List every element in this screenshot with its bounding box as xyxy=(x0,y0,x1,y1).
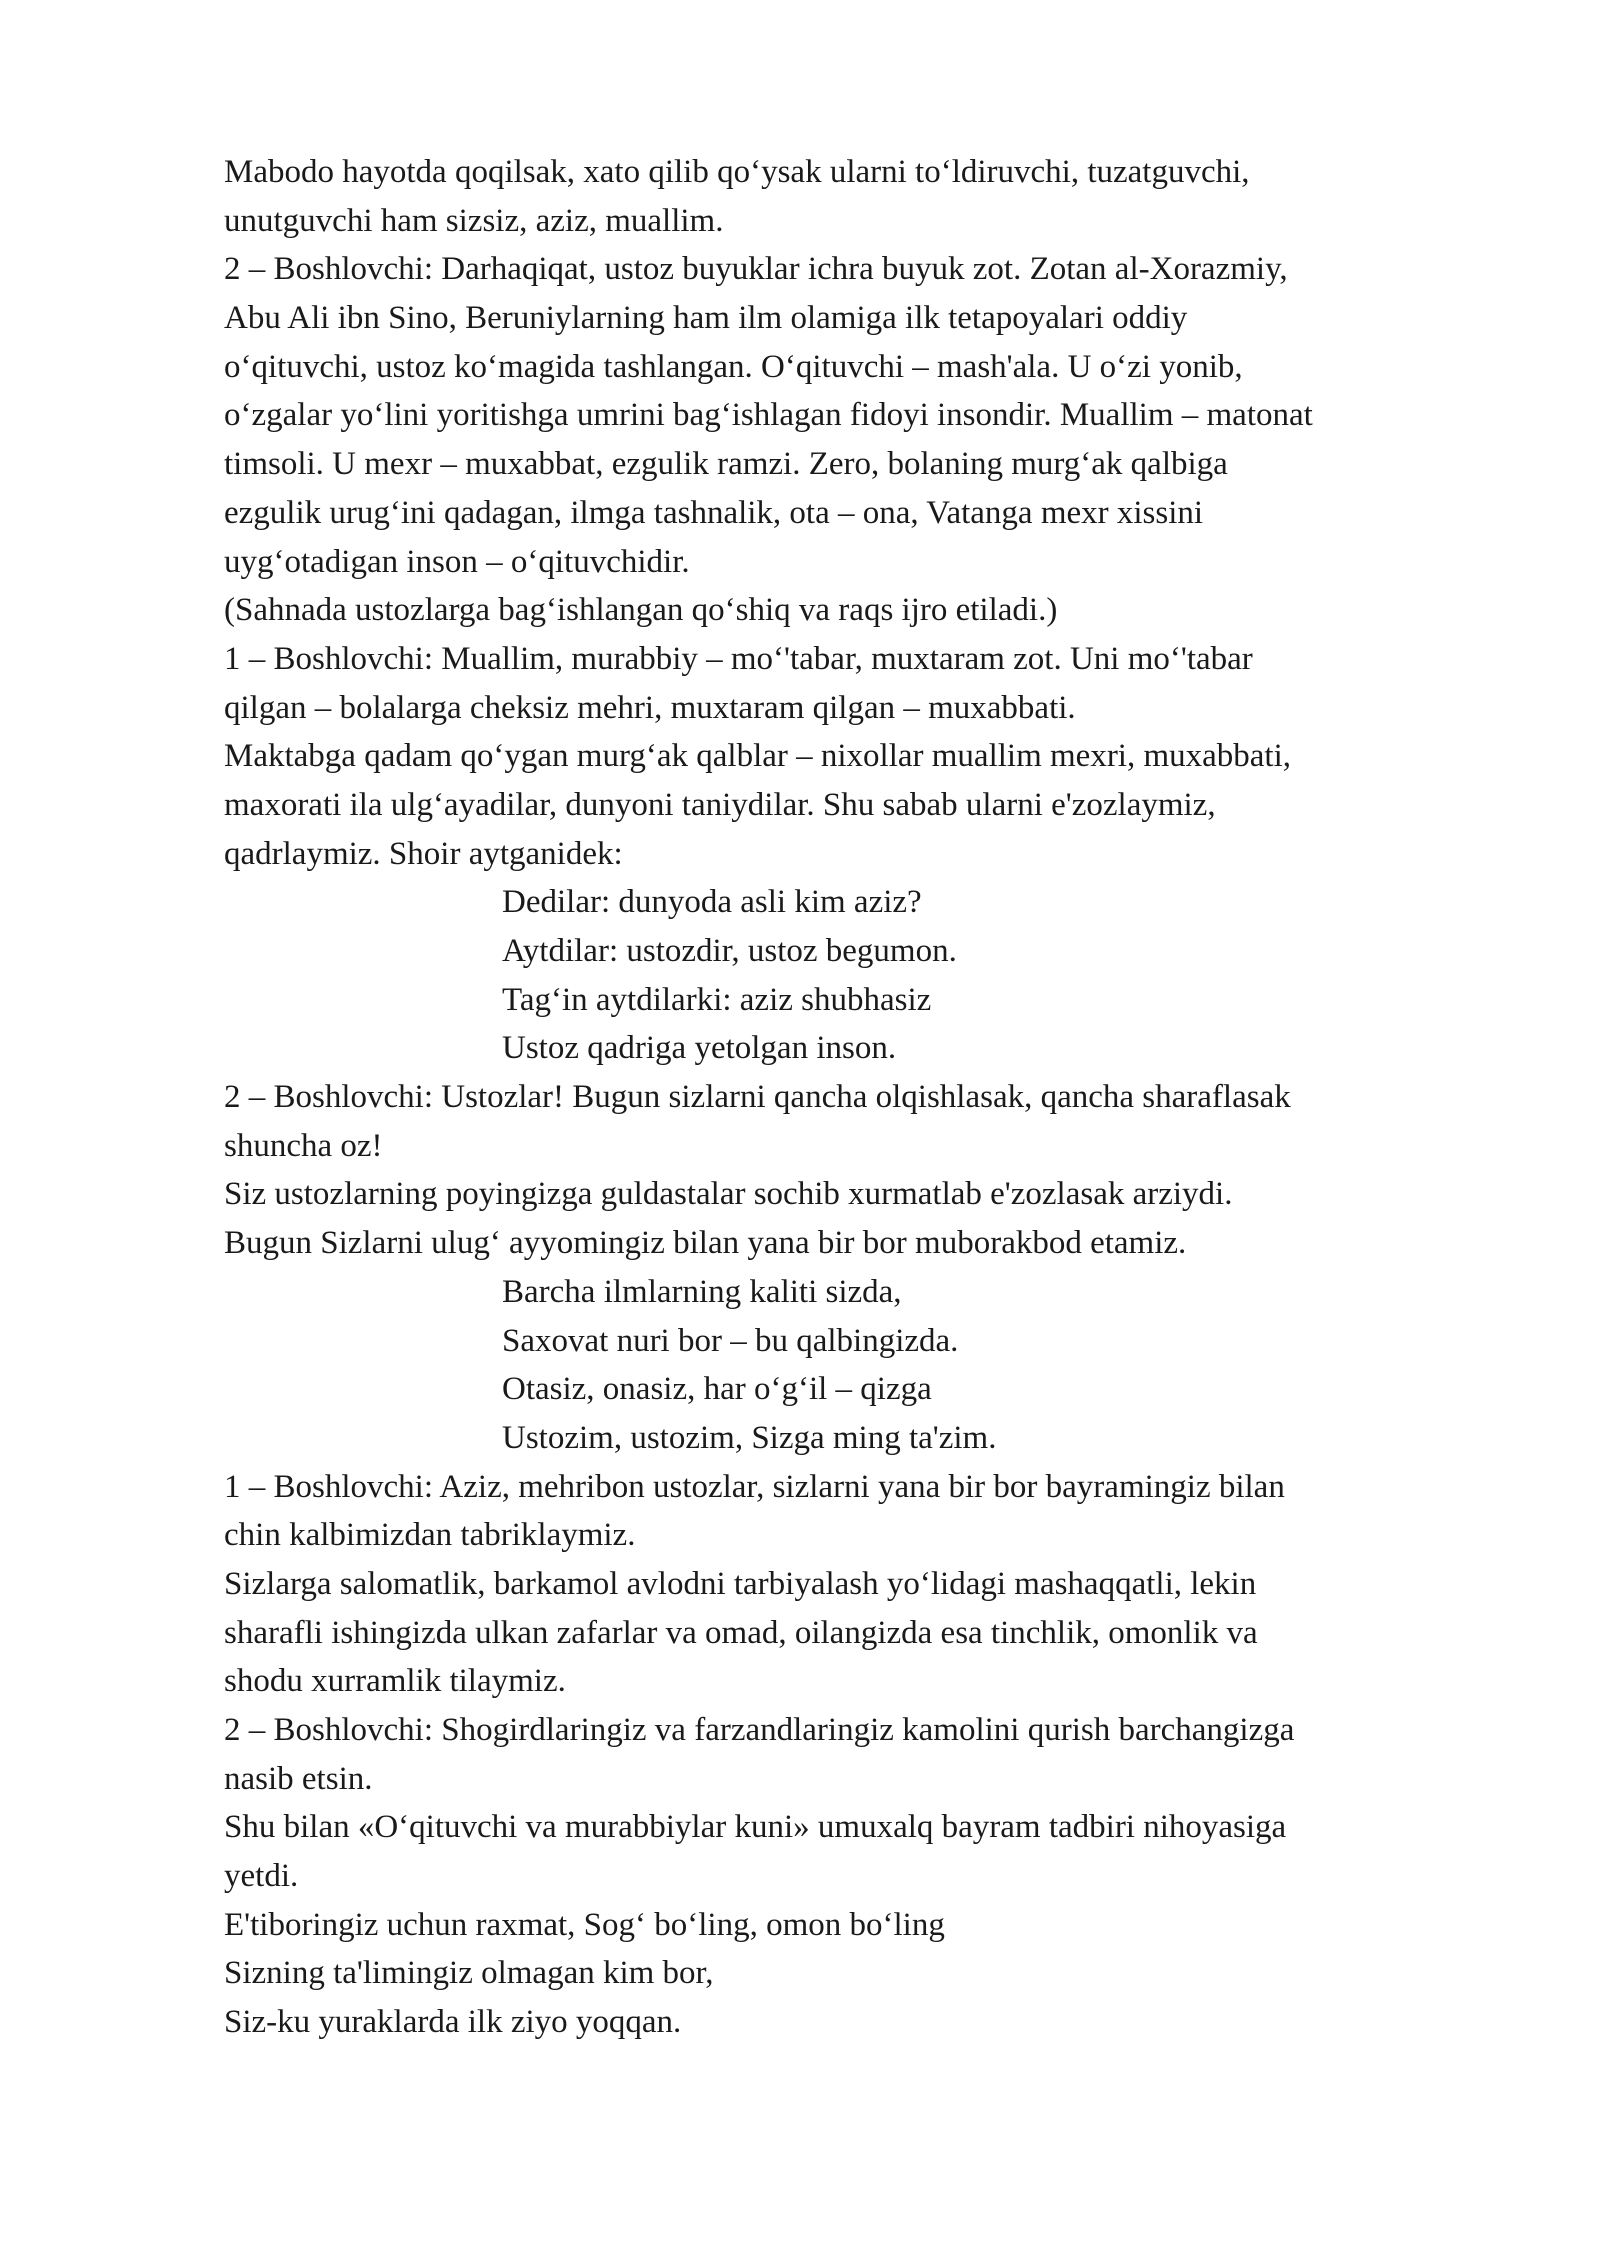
text-line: Sizning ta'limingiz olmagan kim bor, xyxy=(224,1955,714,1992)
verse-stanza xyxy=(224,1268,1544,1463)
verse-line: Dedilar: dunyoda asli kim aziz? xyxy=(502,884,922,921)
text-line: shuncha oz! xyxy=(224,1127,383,1164)
text-line: 1 – Boshlovchi: Aziz, mehribon ustozlar, sizlarni yana bir bor bayramingiz bilan xyxy=(224,1468,1285,1505)
text-line: o‘qituvchi, ustoz ko‘magida tashlangan. O‘qituvchi – mash'ala. U o‘zi yonib, xyxy=(224,348,1243,385)
text-line: maxorati ila ulg‘ayadilar, dunyoni taniydilar. Shu sabab ularni e'zozlaymiz, xyxy=(224,786,1216,823)
paragraph xyxy=(224,1170,1544,1219)
text-line: Siz ustozlarning poyingizga guldastalar sochib xurmatlab e'zozlasak arziydi. xyxy=(224,1176,1233,1213)
text-line: yetdi. xyxy=(224,1858,299,1895)
paragraph xyxy=(224,1803,1544,1900)
verse-line: Barcha ilmlarning kaliti sizda, xyxy=(502,1273,902,1310)
paragraph xyxy=(224,1998,1544,2047)
text-line: 2 – Boshlovchi: Darhaqiqat, ustoz buyuklar ichra buyuk zot. Zotan al-Xorazmiy, xyxy=(224,251,1288,288)
text-line: timsoli. U mexr – muxabbat, ezgulik ramzi. Zero, bolaning murg‘ak qalbiga xyxy=(224,446,1228,483)
text-line: nasib etsin. xyxy=(224,1760,373,1797)
paragraph xyxy=(224,1219,1544,1268)
text-line: Maktabga qadam qo‘ygan murg‘ak qalblar – nixollar muallim mexri, muxabbati, xyxy=(224,738,1292,775)
document-body xyxy=(224,148,1544,2047)
paragraph xyxy=(224,1949,1544,1998)
verse-line: Ustoz qadriga yetolgan inson. xyxy=(502,1030,897,1067)
text-line: qilgan – bolalarga cheksiz mehri, muxtaram qilgan – muxabbati. xyxy=(224,689,1076,726)
verse-line: Ustozim, ustozim, Sizga ming ta'zim. xyxy=(502,1419,997,1456)
paragraph xyxy=(224,732,1544,878)
paragraph xyxy=(224,1463,1544,1560)
paragraph xyxy=(224,245,1544,586)
text-line: shodu xurramlik tilaymiz. xyxy=(224,1663,566,1700)
verse-line: Tag‘in aytdilarki: aziz shubhasiz xyxy=(502,981,932,1018)
verse-line: Aytdilar: ustozdir, ustoz begumon. xyxy=(502,933,957,969)
text-line: Abu Ali ibn Sino, Beruniylarning ham ilm olamiga ilk tetapoyalari oddiy xyxy=(224,300,1188,337)
paragraph xyxy=(224,1706,1544,1803)
text-line: Mabodo hayotda qoqilsak, xato qilib qo‘ysak ularni to‘ldiruvchi, tuzatguvchi, xyxy=(224,154,1250,190)
text-line: qadrlaymiz. Shoir aytganidek: xyxy=(224,835,623,872)
verse-stanza xyxy=(224,878,1544,1073)
text-line: o‘zgalar yo‘lini yoritishga umrini bag‘ishlagan fidoyi insondir. Muallim – matonat xyxy=(224,397,1313,434)
text-line: Shu bilan «O‘qituvchi va murabbiylar kuni» umuxalq bayram tadbiri nihoyasiga xyxy=(224,1809,1287,1846)
text-line: chin kalbimizdan tabriklaymiz. xyxy=(224,1517,636,1554)
paragraph xyxy=(224,148,1544,245)
text-line: 2 – Boshlovchi: Ustozlar! Bugun sizlarni qancha olqishlasak, qancha sharaflasak xyxy=(224,1079,1291,1116)
text-line: ezgulik urug‘ini qadagan, ilmga tashnalik, ota – ona, Vatanga mexr xissini xyxy=(224,494,1204,531)
verse-line: Saxovat nuri bor – bu qalbingizda. xyxy=(502,1322,959,1359)
text-line: 1 – Boshlovchi: Muallim, murabbiy – mo‘'tabar, muxtaram zot. Uni mo‘'tabar xyxy=(224,640,1253,677)
paragraph xyxy=(224,635,1544,732)
text-line: uyg‘otadigan inson – o‘qituvchidir. xyxy=(224,543,690,580)
text-line: Sizlarga salomatlik, barkamol avlodni tarbiyalash yo‘lidagi mashaqqatli, lekin xyxy=(224,1565,1257,1602)
text-line: unutguvchi ham sizsiz, aziz, muallim. xyxy=(224,202,724,239)
text-line: 2 – Boshlovchi: Shogirdlaringiz va farzandlaringiz kamolini qurish barchangizga xyxy=(224,1712,1295,1748)
text-line: Siz-ku yuraklarda ilk ziyo yoqqan. xyxy=(224,2004,682,2041)
verse-line: Otasiz, onasiz, har o‘g‘il – qizga xyxy=(502,1371,932,1408)
stage-direction xyxy=(224,586,1544,635)
text-line: (Sahnada ustozlarga bag‘ishlangan qo‘shiq va raqs ijro etiladi.) xyxy=(224,592,1058,629)
paragraph xyxy=(224,1901,1544,1950)
paragraph xyxy=(224,1073,1544,1170)
text-line: E'tiboringiz uchun raxmat, Sog‘ bo‘ling, omon bo‘ling xyxy=(224,1906,945,1943)
text-line: sharafli ishingizda ulkan zafarlar va omad, oilangizda esa tinchlik, omonlik va xyxy=(224,1614,1258,1651)
paragraph xyxy=(224,1560,1544,1706)
text-line: Bugun Sizlarni ulug‘ ayyomingiz bilan yana bir bor muborakbod etamiz. xyxy=(224,1225,1187,1262)
